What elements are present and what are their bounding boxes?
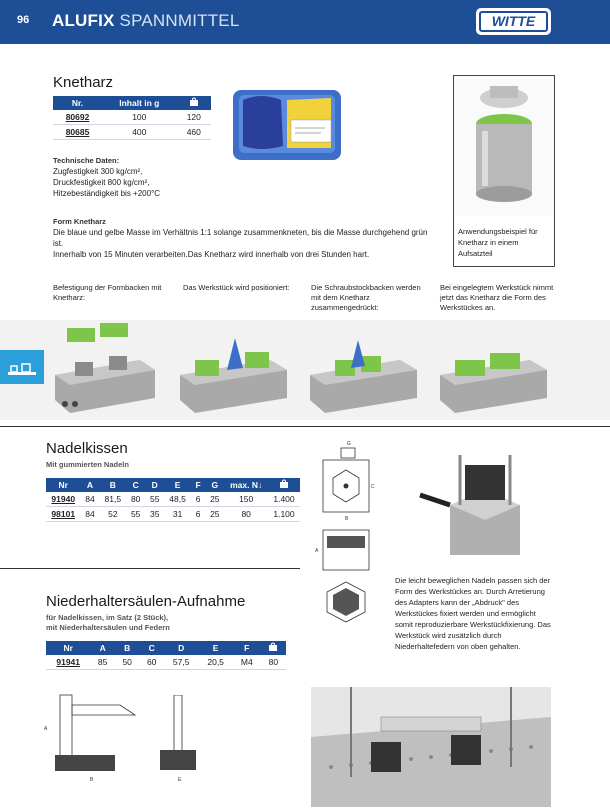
nadelkissen-description: Die leicht beweglichen Nadeln passen sich der Form des Werkstückes an. Durch Arretierung des Adapters kann der „Abdruck" des Werkstückes fixiert werden und ermöglicht somit reproduzierbare Werkstückfixierung. Das Werkstück wird zusätzlich durch Niederhaltefedern von oben gehalten. bbox=[395, 576, 551, 651]
col-a: A bbox=[90, 641, 115, 655]
step-caption-1: Befestigung der Formbacken mit Knetharz: bbox=[53, 283, 162, 302]
col-e: E bbox=[164, 478, 191, 492]
table-header-row bbox=[53, 96, 211, 110]
step-caption-4: Bei eingelegtem Werkstück nimmt jetzt das Knetharz die Form des Werkstückes an. bbox=[440, 283, 554, 312]
knetharz-title: Knetharz bbox=[53, 74, 114, 91]
col-a: A bbox=[80, 478, 99, 492]
section-divider bbox=[0, 426, 610, 427]
col-f: F bbox=[191, 478, 205, 492]
machine-table-photo bbox=[311, 687, 551, 807]
table-row bbox=[46, 655, 286, 670]
step-caption-3: Die Schraubstockbacken werden mit dem Knetharz zusammengedrückt: bbox=[311, 283, 421, 312]
col-nr: Nr bbox=[46, 478, 80, 492]
dim-label-b: B bbox=[345, 516, 349, 522]
application-example bbox=[453, 75, 555, 267]
form-text-2: Innerhalb von 15 Minuten verarbeiten.Das Knetharz wird innerhalb von drei Stunden hart. bbox=[53, 250, 370, 259]
nadelkissen-photo bbox=[410, 445, 560, 565]
cell-inhalt: 400 bbox=[102, 125, 177, 140]
cell: 80 bbox=[224, 507, 268, 522]
col-f: F bbox=[233, 641, 261, 655]
dim-label-a: A bbox=[44, 726, 48, 732]
cell: 25 bbox=[205, 507, 224, 522]
dim-label-a: A bbox=[315, 548, 319, 554]
col-max-n: max. N↓ bbox=[224, 478, 268, 492]
page-number: 96 bbox=[17, 14, 30, 26]
table-header-row bbox=[46, 641, 286, 655]
niederhalter-drawing-front bbox=[150, 695, 210, 785]
tech-heading: Technische Daten: bbox=[53, 156, 120, 165]
page-title bbox=[52, 11, 240, 31]
cell-nr: 80685 bbox=[53, 125, 102, 140]
weight-icon bbox=[268, 478, 300, 492]
niederhalter-subtitle bbox=[46, 613, 170, 633]
cell: 6 bbox=[191, 492, 205, 507]
niederhalter-subtitle-2: mit Niederhaltersäulen und Federn bbox=[46, 623, 170, 632]
table-row bbox=[53, 110, 211, 125]
cell-nr: 80692 bbox=[53, 110, 102, 125]
cell-weight: 460 bbox=[177, 125, 211, 140]
cell: 91940 bbox=[46, 492, 80, 507]
cell: 31 bbox=[164, 507, 191, 522]
tech-data-block bbox=[53, 155, 223, 199]
dim-label-e: E bbox=[178, 777, 182, 783]
cell: M4 bbox=[233, 655, 261, 670]
dim-label-g: G bbox=[347, 441, 351, 447]
vise-step-3 bbox=[305, 320, 425, 415]
cell: 85 bbox=[90, 655, 115, 670]
cell: 80 bbox=[261, 655, 286, 670]
form-heading: Form Knetharz bbox=[53, 217, 106, 226]
cell: 80 bbox=[126, 492, 145, 507]
niederhalter-table bbox=[46, 641, 286, 670]
vise-step-1 bbox=[45, 320, 165, 415]
cell: 1.100 bbox=[268, 507, 300, 522]
title-bold: ALUFIX bbox=[52, 11, 115, 30]
table-row bbox=[46, 507, 300, 522]
table-row bbox=[53, 125, 211, 140]
dim-label-b: B bbox=[90, 777, 94, 783]
form-block bbox=[53, 216, 433, 260]
step-caption-2: Das Werkstück wird positioniert: bbox=[183, 283, 290, 292]
cell: 57,5 bbox=[164, 655, 198, 670]
cell: 35 bbox=[145, 507, 164, 522]
logo-text: WITTE bbox=[479, 11, 548, 32]
niederhalter-title: Niederhaltersäulen-Aufnahme bbox=[46, 593, 246, 610]
cell: 20,5 bbox=[198, 655, 232, 670]
fixture-photo bbox=[454, 76, 554, 216]
section-divider bbox=[0, 568, 300, 569]
vise-icon bbox=[0, 350, 44, 384]
cell: 48,5 bbox=[164, 492, 191, 507]
col-d: D bbox=[145, 478, 164, 492]
cell: 55 bbox=[145, 492, 164, 507]
cell: 55 bbox=[126, 507, 145, 522]
nadelkissen-title: Nadelkissen bbox=[46, 440, 128, 457]
cell: 91941 bbox=[46, 655, 90, 670]
niederhalter-subtitle-1: für Nadelkissen, im Satz (2 Stück), bbox=[46, 613, 169, 622]
col-b: B bbox=[115, 641, 140, 655]
weight-icon bbox=[177, 96, 211, 110]
category-tab bbox=[0, 350, 44, 384]
form-text-1: Die blaue und gelbe Masse im Verhältnis 1:1 solange zusammenkneten, bis die Masse durchgehend grün ist. bbox=[53, 228, 428, 248]
witte-logo bbox=[476, 8, 551, 35]
cell: 98101 bbox=[46, 507, 80, 522]
cell: 50 bbox=[115, 655, 140, 670]
col-inhalt: Inhalt in g bbox=[102, 96, 177, 110]
vise-step-4 bbox=[435, 320, 555, 415]
col-d: D bbox=[164, 641, 198, 655]
application-caption: Anwendungsbeispiel für Knetharz in einem Aufsatzteil bbox=[458, 227, 538, 258]
tech-line: Zugfestigkeit 300 kg/cm², bbox=[53, 167, 143, 176]
nadelkissen-subtitle: Mit gummierten Nadeln bbox=[46, 460, 129, 469]
col-b: B bbox=[99, 478, 126, 492]
cell: 84 bbox=[80, 507, 99, 522]
table-row bbox=[46, 492, 300, 507]
nadelkissen-table bbox=[46, 478, 300, 522]
cell: 60 bbox=[139, 655, 164, 670]
col-g: G bbox=[205, 478, 224, 492]
cell-inhalt: 100 bbox=[102, 110, 177, 125]
col-e: E bbox=[198, 641, 232, 655]
cell: 25 bbox=[205, 492, 224, 507]
cell: 81,5 bbox=[99, 492, 126, 507]
resin-box-photo bbox=[231, 86, 343, 164]
tech-line: Druckfestigkeit 800 kg/cm², bbox=[53, 178, 150, 187]
cell-weight: 120 bbox=[177, 110, 211, 125]
tech-line: Hitzebeständigkeit bis +200°C bbox=[53, 189, 161, 198]
cell: 84 bbox=[80, 492, 99, 507]
col-nr: Nr. bbox=[53, 96, 102, 110]
cell: 52 bbox=[99, 507, 126, 522]
col-nr: Nr bbox=[46, 641, 90, 655]
vise-step-2 bbox=[175, 320, 295, 415]
table-header-row bbox=[46, 478, 300, 492]
cell: 6 bbox=[191, 507, 205, 522]
title-light: SPANNMITTEL bbox=[119, 11, 240, 30]
knetharz-table bbox=[53, 96, 211, 140]
cell: 150 bbox=[224, 492, 268, 507]
dim-label-c: C bbox=[371, 484, 375, 490]
nadelkissen-drawing bbox=[305, 440, 385, 635]
col-c: C bbox=[126, 478, 145, 492]
col-c: C bbox=[139, 641, 164, 655]
cell: 1.400 bbox=[268, 492, 300, 507]
weight-icon bbox=[261, 641, 286, 655]
